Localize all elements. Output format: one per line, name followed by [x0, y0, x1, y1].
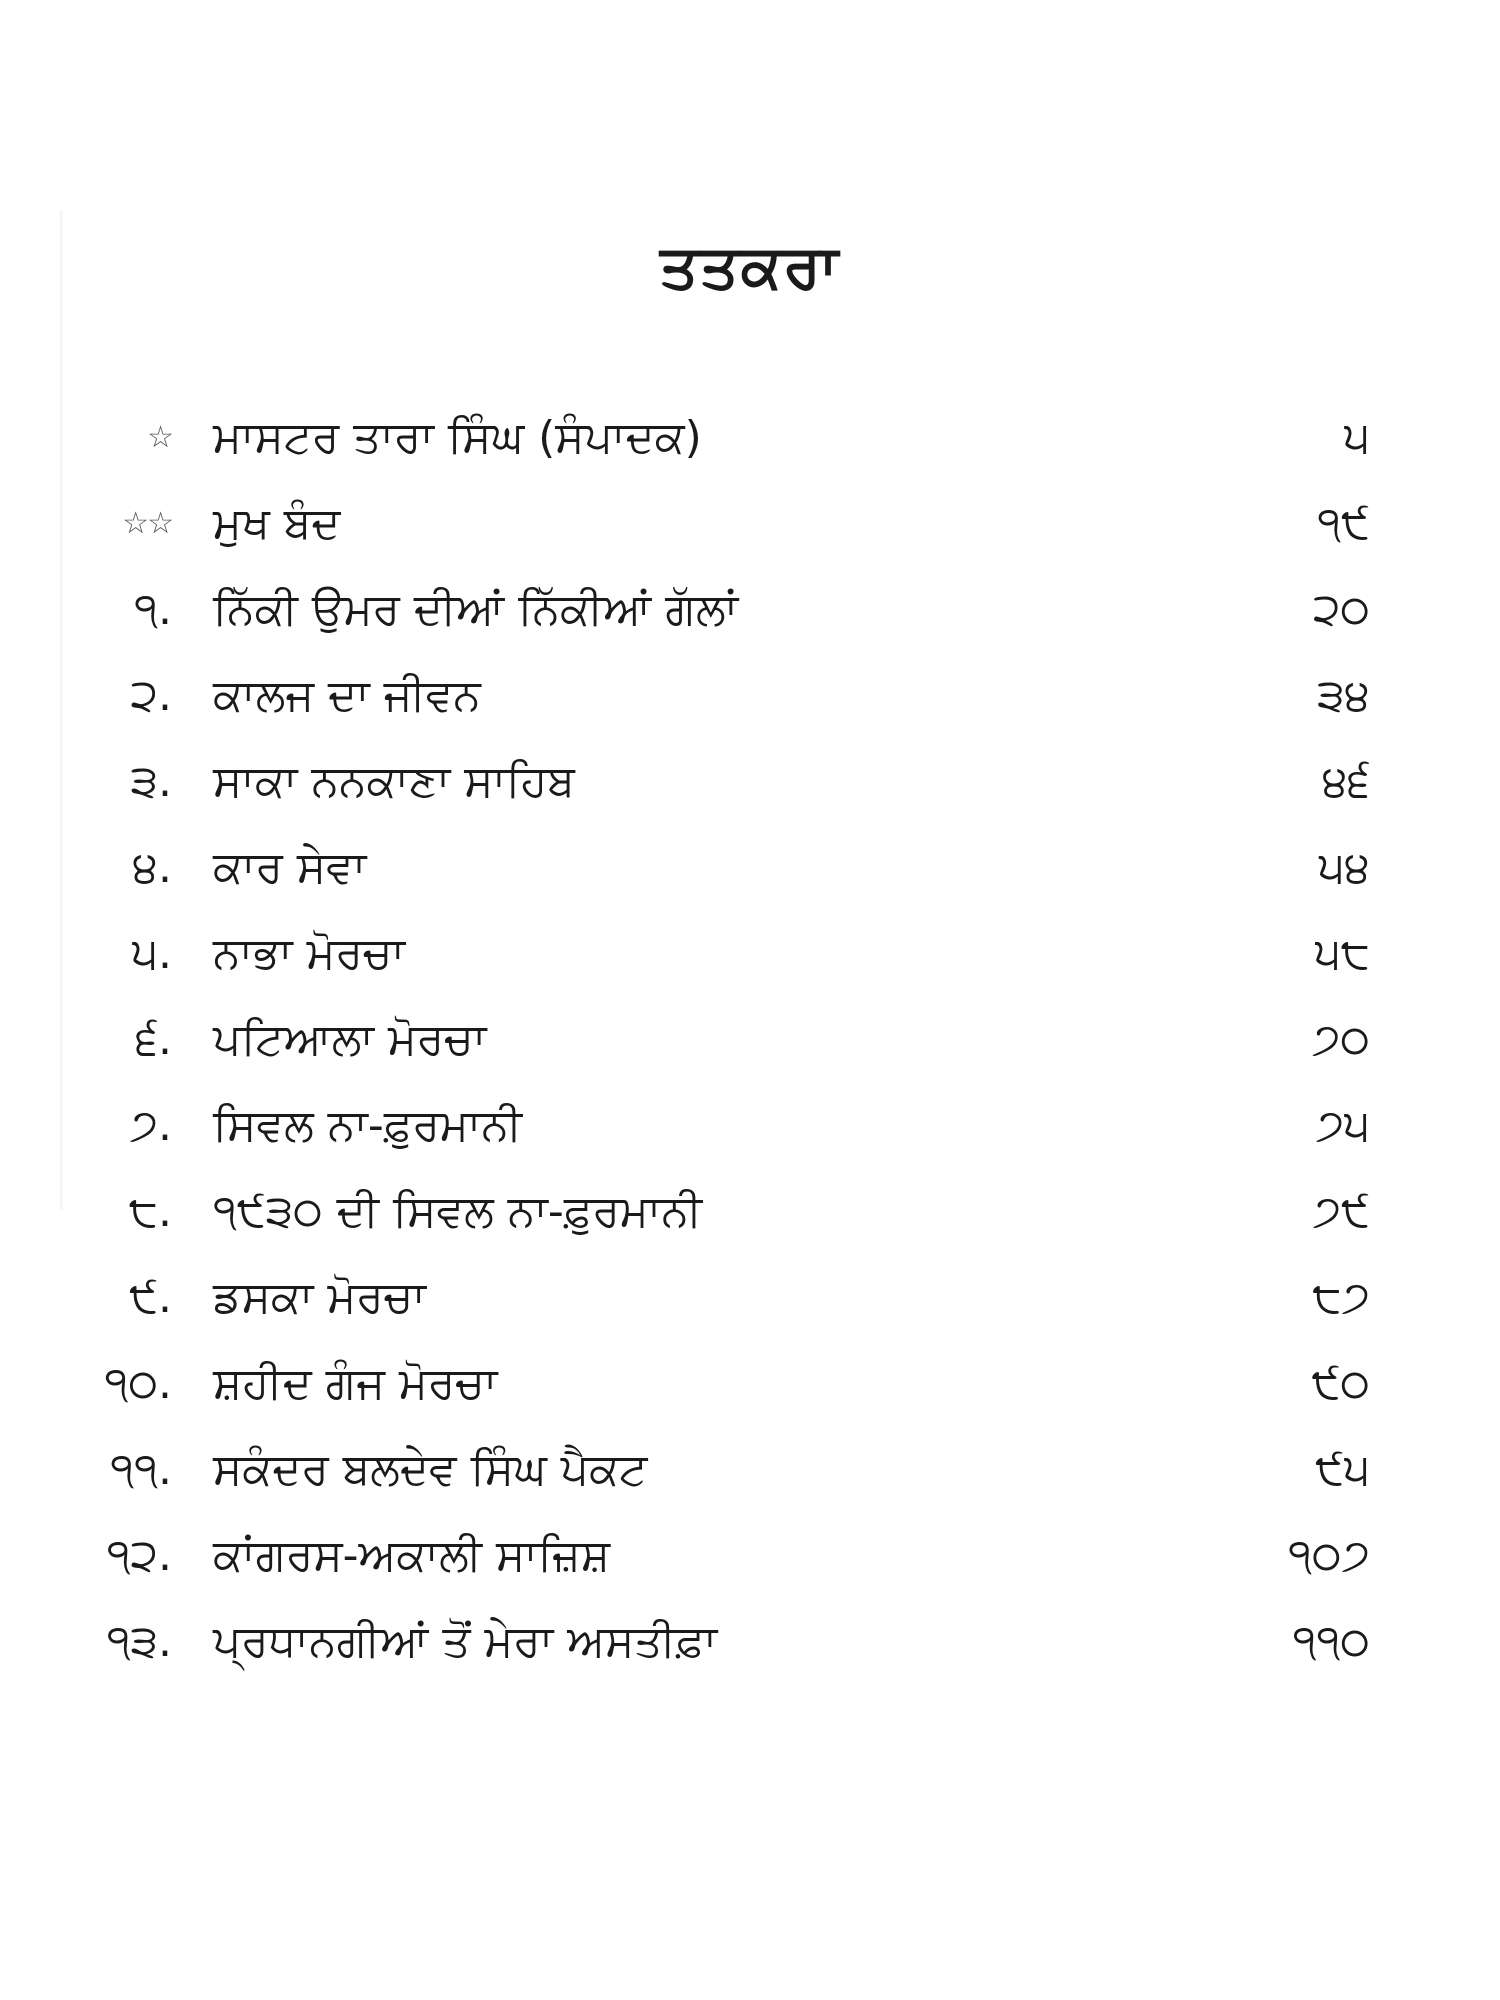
entry-title: ਸ਼ਹੀਦ ਗੰਜ ਮੋਰਚਾ [213, 1358, 498, 1409]
toc-entry[interactable] [0, 739, 1500, 825]
entry-number: ੭. [129, 1100, 172, 1151]
entry-page-number: ੧੯ [1317, 498, 1370, 549]
toc-entry[interactable] [0, 653, 1500, 739]
toc-entry[interactable] [0, 997, 1500, 1083]
entry-marker: ☆ [147, 420, 172, 455]
entry-page-number: ੯੫ [1315, 1444, 1370, 1495]
entry-title: ਕਾਰ ਸੇਵਾ [213, 842, 367, 893]
entry-page-number: ੭੦ [1312, 1014, 1370, 1065]
toc-entry[interactable] [0, 1599, 1500, 1685]
entry-number: ੧੦. [104, 1358, 172, 1409]
entry-title: ਡਸਕਾ ਮੋਰਚਾ [213, 1272, 426, 1323]
entry-page-number: ੮੭ [1312, 1272, 1370, 1323]
toc-entry[interactable] [0, 1427, 1500, 1513]
toc-entry[interactable] [0, 1341, 1500, 1427]
entry-number: ੪. [132, 842, 172, 893]
page-title: ਤਤਕਰਾ [659, 232, 841, 302]
entry-title: ਸਕੰਦਰ ਬਲਦੇਵ ਸਿੰਘ ਪੈਕਟ [213, 1444, 648, 1495]
entry-page-number: ੪੬ [1322, 756, 1370, 807]
entry-number: ੧੩. [106, 1616, 172, 1667]
entry-page-number: ੧੦੭ [1288, 1530, 1370, 1581]
entry-marker: ☆☆ [122, 506, 172, 541]
toc-entry[interactable] [0, 1513, 1500, 1599]
entry-number: ੮. [128, 1186, 172, 1237]
entry-page-number: ੧੧੦ [1292, 1616, 1370, 1667]
entry-title: ਪ੍ਰਧਾਨਗੀਆਂ ਤੋਂ ਮੇਰਾ ਅਸਤੀਫ਼ਾ [213, 1616, 718, 1667]
toc-entry[interactable] [0, 395, 1500, 481]
entry-page-number: ੫੮ [1315, 928, 1370, 979]
entry-page-number: ੫੪ [1318, 842, 1370, 893]
entry-page-number: ੭੯ [1312, 1186, 1370, 1237]
toc-entry[interactable] [0, 825, 1500, 911]
entry-title: ਮਾਸਟਰ ਤਾਰਾ ਸਿੰਘ (ਸੰਪਾਦਕ) [213, 412, 702, 463]
toc-entry[interactable] [0, 911, 1500, 997]
toc-entry[interactable] [0, 1169, 1500, 1255]
entry-title: ਕਾਲਜ ਦਾ ਜੀਵਨ [213, 670, 481, 721]
entry-number: ੬. [135, 1014, 172, 1065]
entry-number: ੯. [129, 1272, 172, 1323]
entry-title: ੧੯੩੦ ਦੀ ਸਿਵਲ ਨਾ-ਫ਼ੁਰਮਾਨੀ [213, 1186, 703, 1237]
entry-title: ਨਿੱਕੀ ਉਮਰ ਦੀਆਂ ਨਿੱਕੀਆਂ ਗੱਲਾਂ [213, 584, 739, 635]
entry-number: ੫. [132, 928, 172, 979]
toc-entry[interactable] [0, 1083, 1500, 1169]
entry-number: ੧. [134, 584, 172, 635]
entry-title: ਸਾਕਾ ਨਨਕਾਣਾ ਸਾਹਿਬ [213, 756, 575, 807]
entry-title: ਪਟਿਆਲਾ ਮੋਰਚਾ [213, 1014, 487, 1065]
entry-number: ੧੧. [110, 1444, 172, 1495]
entry-page-number: ੫ [1344, 412, 1370, 463]
toc-entry[interactable] [0, 567, 1500, 653]
toc-entry[interactable] [0, 1255, 1500, 1341]
entry-page-number: ੩੪ [1317, 670, 1370, 721]
toc-entry[interactable] [0, 481, 1500, 567]
entry-number: ੩. [130, 756, 172, 807]
entry-title: ਸਿਵਲ ਨਾ-ਫ਼ੁਰਮਾਨੀ [213, 1100, 523, 1151]
entry-number: ੧੨. [106, 1530, 172, 1581]
entry-page-number: ੯੦ [1311, 1358, 1370, 1409]
entry-page-number: ੨੦ [1313, 584, 1370, 635]
entry-title: ਨਾਭਾ ਮੋਰਚਾ [213, 928, 406, 979]
entry-page-number: ੭੫ [1315, 1100, 1370, 1151]
entry-number: ੨. [130, 670, 172, 721]
entry-title: ਮੁਖ ਬੰਦ [213, 498, 341, 549]
entry-title: ਕਾਂਗਰਸ-ਅਕਾਲੀ ਸਾਜ਼ਿਸ਼ [213, 1530, 610, 1581]
